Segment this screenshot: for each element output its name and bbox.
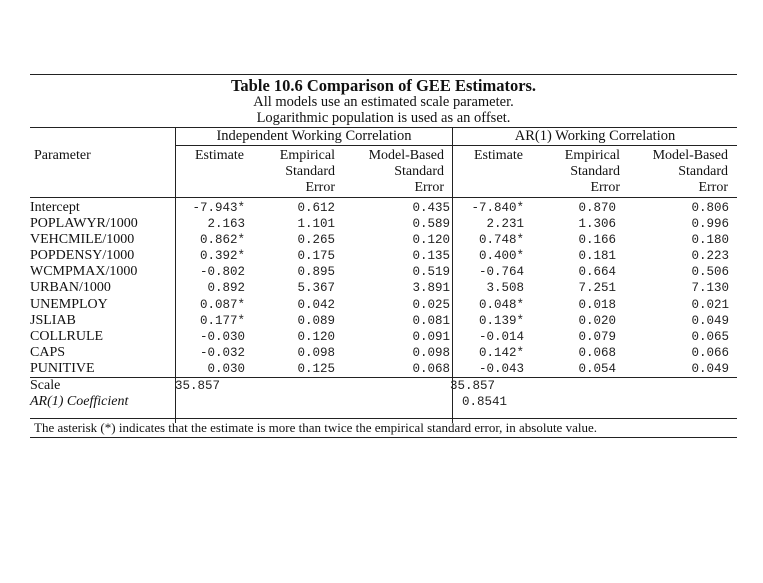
header-estimate-ar1: Estimate <box>474 148 523 163</box>
group-header-ar1: AR(1) Working Correlation <box>514 128 676 144</box>
table-row: VEHCMILE/1000 0.862* 0.265 0.120 0.748* 0.166 0.180 <box>30 232 729 248</box>
table-row: URBAN/1000 0.892 5.367 3.891 3.508 7.251 7.130 <box>30 280 729 296</box>
header-rule <box>30 197 737 198</box>
header-parameter: Parameter <box>34 148 91 163</box>
bottom-rule <box>30 437 737 438</box>
top-rule <box>30 74 737 75</box>
data-table <box>30 200 737 410</box>
table-subtitle-1: All models use an estimated scale parameter. <box>253 94 514 110</box>
ar1-coefficient-row: AR(1) Coefficient 0.8541 <box>30 394 508 410</box>
table-footnote: The asterisk (*) indicates that the estimate is more than twice the empirical standard error, in absolute value. <box>34 420 597 435</box>
table-row: PUNITIVE 0.030 0.125 0.068 -0.043 0.054 0.049 <box>30 360 729 376</box>
table-row: POPDENSY/1000 0.392* 0.175 0.135 0.400* 0.181 0.223 <box>30 248 729 264</box>
scale-row: Scale 35.857 35.857 <box>30 378 737 395</box>
group-rule <box>175 145 737 146</box>
table-row: Intercept -7.943* 0.612 0.435 -7.840* 0.870 0.806 <box>30 200 729 215</box>
header-estimate-ind: Estimate <box>195 148 244 163</box>
table-row: UNEMPLOY 0.087* 0.042 0.025 0.048* 0.018 0.021 <box>30 296 729 312</box>
table-subtitle-2: Logarithmic population is used as an offset. <box>256 110 511 126</box>
header-empirical-ind: Empirical Standard Error <box>279 148 335 195</box>
table-row: CAPS -0.032 0.098 0.098 0.142* 0.068 0.066 <box>30 344 729 360</box>
table-row: COLLRULE -0.030 0.120 0.091 -0.014 0.079 0.065 <box>30 328 729 344</box>
table-title: Table 10.6 Comparison of GEE Estimators. <box>230 76 537 95</box>
table-row: WCMPMAX/1000 -0.802 0.895 0.519 -0.764 0.664 0.506 <box>30 264 729 280</box>
group-header-independent: Independent Working Correlation <box>216 128 412 144</box>
body-bottom-rule <box>30 418 737 419</box>
table-row: POPLAWYR/1000 2.163 1.101 0.589 2.231 1.306 0.996 <box>30 216 729 232</box>
header-empirical-ar1: Empirical Standard Error <box>564 148 620 195</box>
table-row: JSLIAB 0.177* 0.089 0.081 0.139* 0.020 0.049 <box>30 312 729 328</box>
header-model-based-ar1: Model-Based Standard Error <box>652 148 728 195</box>
header-model-based-ind: Model-Based Standard Error <box>368 148 444 195</box>
